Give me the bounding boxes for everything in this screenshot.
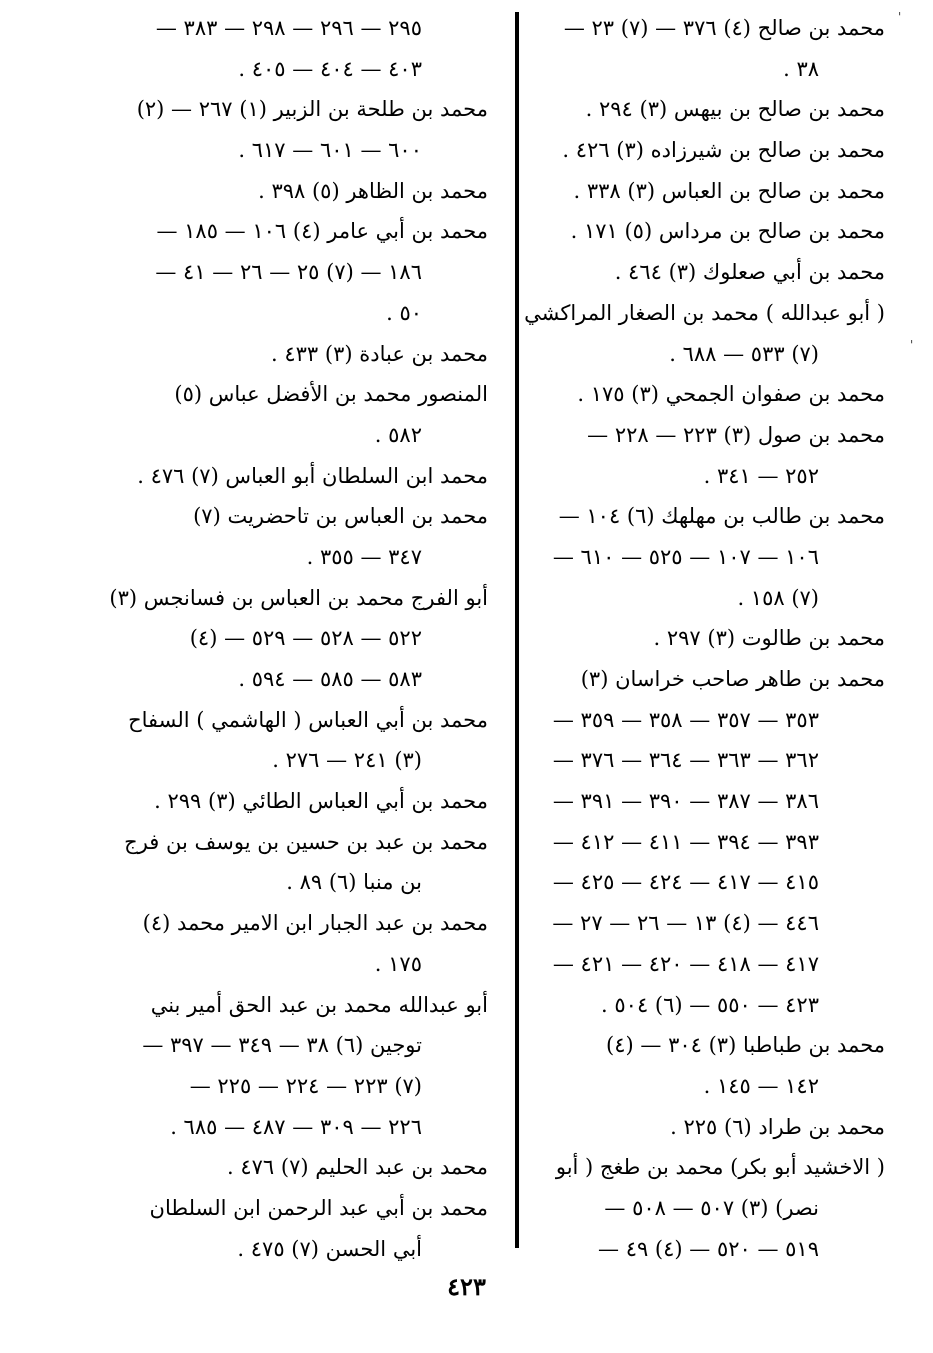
index-entry-line: محمد بن صول (٣) ٢٢٣ — ٢٢٨ — — [587, 422, 885, 447]
index-entry-line: توجين (٦) ٣٨ — ٣٤٩ — ٣٩٧ — — [142, 1033, 422, 1058]
index-entry-line: ٤٢٣ — ٥٥٠ — (٦) ٥٠٤ . — [601, 992, 819, 1017]
index-entry-line: (٧) ٥٣٣ — ٦٨٨ . — [669, 341, 819, 366]
index-entry-line: محمد بن طاهر صاحب خراسان (٣) — [580, 667, 885, 691]
index-entry-line: ١٤٢ — ١٤٥ . — [703, 1073, 819, 1098]
index-entry-line: محمد بن صالح بن بيهس (٣) ٢٩٤ . — [585, 97, 885, 122]
index-entry-line: ٢٩٥ — ٢٩٦ — ٢٩٨ — ٣٨٣ — — [155, 16, 422, 40]
index-entry-line: ٥٠ . — [386, 300, 422, 325]
index-entry-line: محمد بن صفوان الجمحي (٣) ١٧٥ . — [577, 382, 885, 407]
index-entry-line: أبي الحسن (٧) ٤٧٥ . — [237, 1236, 422, 1261]
index-entry-line: محمد بن الظاهر (٥) ٣٩٨ . — [258, 178, 488, 203]
index-entry-line: ٦٠٠ — ٦٠١ — ٦١٧ . — [238, 138, 422, 163]
index-entry-line: محمد بن طالوت (٣) ٢٩٧ . — [653, 626, 885, 651]
index-entry-line: ٤١٥ — ٤١٧ — ٤٢٤ — ٤٢٥ — — [552, 870, 819, 895]
index-entry-line: ١٧٥ . — [374, 951, 422, 976]
index-entry-line: نصر) (٣) ٥٠٧ — ٥٠٨ — — [604, 1195, 819, 1220]
index-entry-line: ٣٨ . — [783, 56, 819, 81]
index-entry-line: محمد بن عبد بن حسين بن يوسف بن فرج — [124, 829, 488, 854]
right-index-column — [485, 8, 885, 1269]
index-entry-line: محمد بن صالح بن العباس (٣) ٣٣٨ . — [573, 178, 885, 203]
index-entry-line: ٢٥٢ — ٣٤١ . — [703, 463, 819, 488]
index-entry-line: محمد ابن السلطان أبو العباس (٧) ٤٧٦ . — [137, 463, 488, 488]
index-entry-line: ٣٩٣ — ٣٩٤ — ٤١١ — ٤١٢ — — [552, 829, 819, 854]
index-entry-line: محمد بن أبي صعلوك (٣) ٤٦٤ . — [614, 260, 885, 285]
index-entry-line: محمد بن عبد الحليم (٧) ٤٧٦ . — [227, 1155, 488, 1180]
left-index-column — [109, 8, 488, 1269]
index-entry-line: المنصور محمد بن الأفضل عباس (٥) — [174, 382, 488, 407]
index-entry-line: محمد بن طراد (٦) ٢٢٥ . — [670, 1114, 885, 1139]
index-entry-line: ١٨٦ — (٧) ٢٥ — ٢٦ — ٤١ — — [155, 260, 422, 285]
index-entry-line: محمد بن طباطبا (٣) ٣٠٤ — (٤) — [606, 1033, 885, 1058]
index-entry-line: ٥٨٢ . — [374, 422, 422, 447]
index-entry-line: ٣٦٢ — ٣٦٣ — ٣٦٤ — ٣٧٦ — — [552, 748, 819, 773]
index-entry-line: محمد بن صالح (٤) ٣٧٦ — (٧) ٢٣ — — [563, 16, 885, 40]
index-entry-line: ( أبو عبدالله ) محمد بن الصغار المراكشي — [524, 300, 885, 325]
index-entry-line: محمد بن عبادة (٣) ٤٣٣ . — [271, 341, 488, 366]
margin-mark: ' — [910, 338, 914, 352]
margin-mark: ' — [898, 10, 902, 24]
index-entry-line: محمد بن صالح بن مرداس (٥) ١٧١ . — [570, 219, 885, 244]
index-entry-line: ٣٥٣ — ٣٥٧ — ٣٥٨ — ٣٥٩ — — [552, 707, 819, 732]
index-entry-line: ٣٨٦ — ٣٨٧ — ٣٩٠ — ٣٩١ — — [552, 789, 819, 814]
index-entry-line: بن منبا (٦) ٨٩ . — [286, 870, 422, 895]
column-divider — [515, 12, 519, 1248]
index-entry-line: ٤٠٣ — ٤٠٤ — ٤٠٥ . — [238, 56, 422, 81]
index-entry-line: محمد بن عبد الجبار ابن الامير محمد (٤) — [142, 911, 488, 936]
index-entry-line: ٤١٧ — ٤١٨ — ٤٢٠ — ٤٢١ — — [552, 951, 819, 976]
index-entry-line: ١٠٦ — ١٠٧ — ٥٢٥ — ٦١٠ — — [552, 544, 819, 569]
index-entry-line: أبو عبدالله محمد بن عبد الحق أمير بني — [150, 992, 488, 1017]
index-entry-line: (٧) ٢٢٣ — ٢٢٤ — ٢٢٥ — — [189, 1073, 422, 1098]
index-entry-line: محمد بن طلحة بن الزبير (١) ٢٦٧ — (٢) — [136, 97, 488, 122]
page-number: ٤٢٣ — [447, 1272, 486, 1301]
index-entry-line: ٥٨٣ — ٥٨٥ — ٥٩٤ . — [238, 667, 422, 691]
index-entry-line: ٣٤٧ — ٣٥٥ . — [306, 544, 422, 569]
index-entry-line: ٢٢٦ — ٣٠٩ — ٤٨٧ — ٦٨٥ . — [170, 1114, 422, 1139]
index-entry-line: محمد بن أبي العباس الطائي (٣) ٢٩٩ . — [154, 789, 488, 814]
index-entry-line: محمد بن أبي عامر (٤) ١٠٦ — ١٨٥ — — [156, 219, 488, 244]
index-entry-line: ٥٢٢ — ٥٢٨ — ٥٢٩ — (٤) — [189, 626, 422, 651]
index-entry-line: محمد بن صالح بن شيرزاده (٣) ٤٢٦ . — [562, 138, 885, 163]
index-entry-line: محمد بن طالب بن مهلهك (٦) ١٠٤ — — [558, 504, 885, 529]
index-entry-line: (٣) ٢٤١ — ٢٧٦ . — [272, 748, 422, 773]
index-entry-line: ( الاخشيد أبو بكر) محمد بن طغج ( أبو — [555, 1155, 885, 1180]
index-entry-line: (٧) ١٥٨ . — [737, 585, 819, 610]
index-entry-line: ٥١٩ — ٥٢٠ — (٤) ٤٩ — — [598, 1236, 819, 1261]
index-entry-line: محمد بن أبي العباس ( الهاشمي ) السفاح — [128, 707, 488, 732]
index-entry-line: محمد بن أبي عبد الرحمن ابن السلطان — [149, 1195, 488, 1220]
index-entry-line: محمد بن العباس بن تاحضريت (٧) — [193, 504, 488, 529]
index-entry-line: ٤٤٦ — (٤) ١٣ — ٢٦ — ٢٧ — — [552, 911, 819, 936]
index-entry-line: أبو الفرج محمد بن العباس بن فسانجس (٣) — [109, 585, 488, 610]
